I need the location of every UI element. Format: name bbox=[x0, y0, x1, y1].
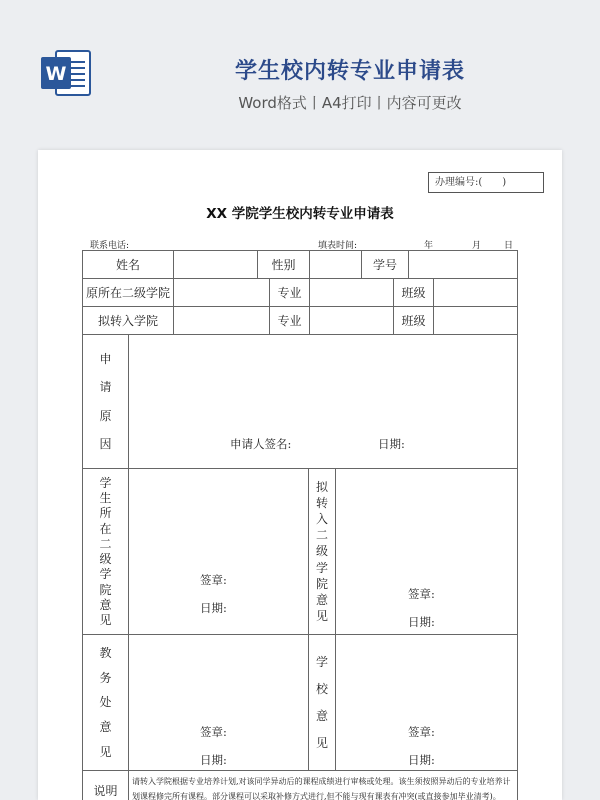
orig-college-field[interactable] bbox=[173, 278, 269, 306]
gender-label: 性别 bbox=[257, 250, 309, 278]
header-subtitle: Word格式丨A4打印丨内容可更改 bbox=[238, 94, 462, 112]
name-field[interactable] bbox=[173, 250, 257, 278]
svg-text:W: W bbox=[45, 63, 67, 85]
orig-class-label: 班级 bbox=[393, 278, 433, 306]
month-label: 月 bbox=[472, 241, 482, 251]
school-opinion-label: 学 校 意 见 bbox=[308, 634, 335, 770]
document-title: XX 学院学生校内转专业申请表 bbox=[206, 206, 394, 222]
notes-line-2: 划课程修完所有课程。部分课程可以采取补修方式进行,但不能与现有课表有冲突(或直接参加毕业清考)。 bbox=[132, 792, 501, 800]
name-label: 姓名 bbox=[82, 250, 173, 278]
orig-major-field[interactable] bbox=[309, 278, 393, 306]
orig-stamp-label: 签章: bbox=[200, 573, 227, 587]
reason-label: 申 请 原 因 bbox=[82, 334, 128, 468]
reason-date-label: 日期: bbox=[378, 437, 405, 451]
phone-label: 联系电话: bbox=[90, 241, 130, 251]
target-major-label: 专业 bbox=[269, 306, 309, 334]
school-stamp-label: 签章: bbox=[408, 725, 435, 739]
application-form-table bbox=[82, 250, 518, 800]
target-class-field[interactable] bbox=[433, 306, 518, 334]
notes-line-1: 请转入学院根据专业培养计划,对该同学异动后的课程成绩进行审核或处理。该生须按照异动后的专业培养计 bbox=[132, 777, 511, 786]
target-class-label: 班级 bbox=[393, 306, 433, 334]
day-label: 日 bbox=[504, 241, 514, 251]
orig-college-opinion-label: 学 生 所 在 二 级 学 院 意 见 bbox=[82, 468, 128, 634]
academic-date-label: 日期: bbox=[200, 753, 227, 767]
orig-college-label: 原所在二级学院 bbox=[82, 278, 173, 306]
document-page bbox=[38, 150, 562, 800]
student-id-field[interactable] bbox=[408, 250, 518, 278]
notes-label: 说明 bbox=[82, 770, 128, 800]
orig-class-field[interactable] bbox=[433, 278, 518, 306]
school-opinion-field[interactable] bbox=[335, 634, 518, 770]
applicant-signature-label: 申请人签名: bbox=[230, 437, 292, 451]
academic-office-opinion-field[interactable] bbox=[128, 634, 308, 770]
fill-time-label: 填表时间: bbox=[318, 241, 358, 251]
registration-number-box: 办理编号:( ) bbox=[428, 172, 544, 193]
orig-date-label: 日期: bbox=[200, 601, 227, 615]
page-header bbox=[0, 0, 600, 150]
orig-major-label: 专业 bbox=[269, 278, 309, 306]
student-id-label: 学号 bbox=[361, 250, 408, 278]
gender-field[interactable] bbox=[309, 250, 361, 278]
target-college-opinion-field[interactable] bbox=[335, 468, 518, 634]
reason-field[interactable] bbox=[128, 334, 518, 468]
school-date-label: 日期: bbox=[408, 753, 435, 767]
header-title: 学生校内转专业申请表 bbox=[234, 59, 465, 84]
word-icon bbox=[40, 48, 92, 98]
year-label: 年 bbox=[424, 241, 434, 251]
target-major-field[interactable] bbox=[309, 306, 393, 334]
target-stamp-label: 签章: bbox=[408, 587, 435, 601]
target-college-opinion-label: 拟 转 入 二 级 学 院 意 见 bbox=[308, 468, 335, 634]
academic-office-opinion-label: 教 务 处 意 见 bbox=[82, 634, 128, 770]
academic-stamp-label: 签章: bbox=[200, 725, 227, 739]
target-date-label: 日期: bbox=[408, 615, 435, 629]
target-college-field[interactable] bbox=[173, 306, 269, 334]
target-college-label: 拟转入学院 bbox=[82, 306, 173, 334]
